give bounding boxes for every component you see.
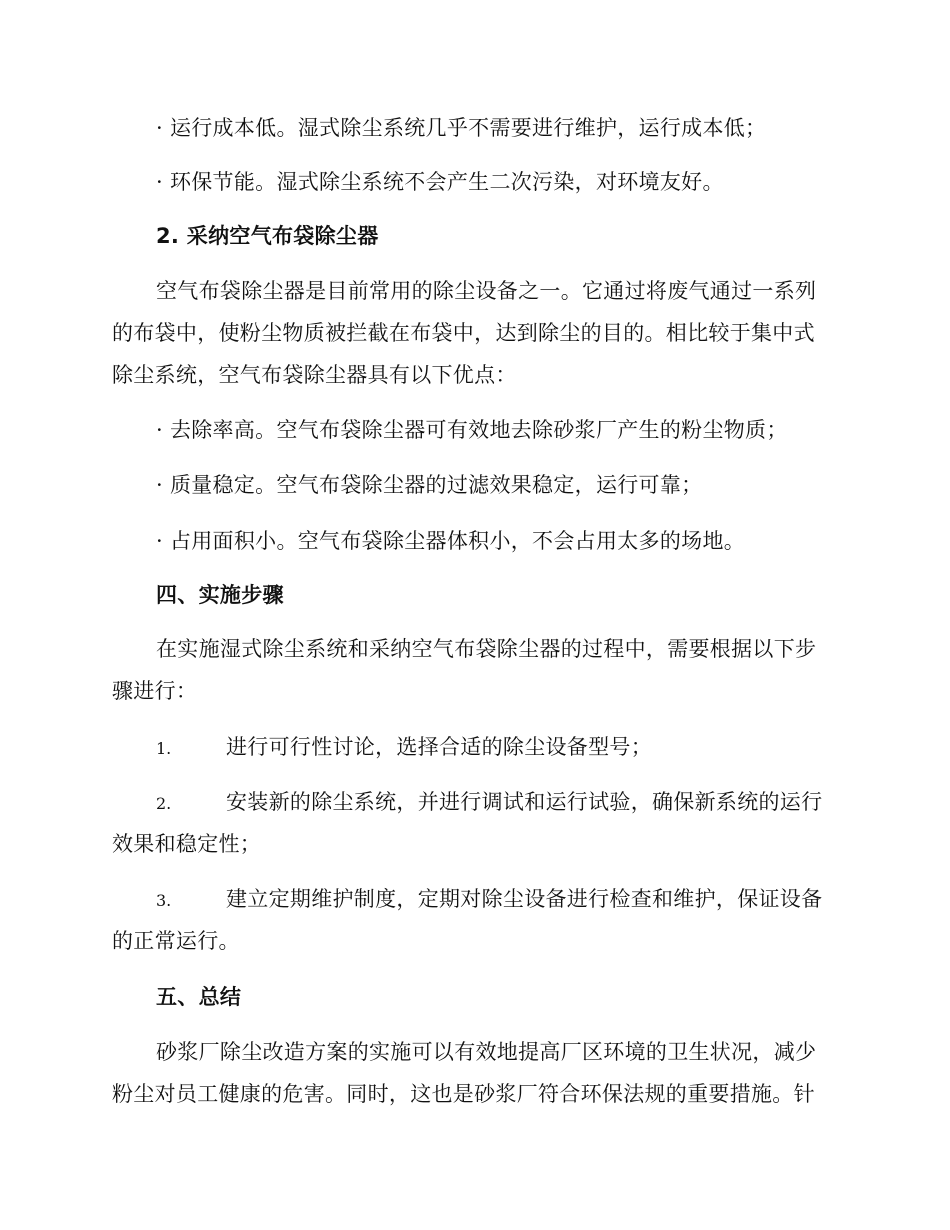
bullet-removal-rate: · 去除率高。空气布袋除尘器可有效地去除砂浆厂产生的粉尘物质； — [156, 418, 788, 442]
step-1-text: 进行可行性讨论，选择合适的除尘设备型号； — [226, 735, 652, 759]
step-3-text-line-1: 建立定期维护制度，定期对除尘设备进行检查和维护，保证设备 — [226, 887, 823, 911]
section2-heading: 2. 采纳空气布袋除尘器 — [156, 224, 379, 248]
section5-para-line-2: 粉尘对员工健康的危害。同时，这也是砂浆厂符合环保法规的重要措施。针 — [112, 1082, 815, 1106]
bullet-footprint: · 占用面积小。空气布袋除尘器体积小，不会占用太多的场地。 — [156, 529, 746, 553]
section2-para-line-2: 的布袋中，使粉尘物质被拦截在布袋中，达到除尘的目的。相比较于集中式 — [112, 321, 815, 345]
step-3-number: 3. — [156, 891, 172, 910]
bullet-eco: · 环保节能。湿式除尘系统不会产生二次污染，对环境友好。 — [156, 170, 724, 194]
step-2-text-line-1: 安装新的除尘系统，并进行调试和运行试验，确保新系统的运行 — [226, 790, 823, 814]
section4-para-line-1: 在实施湿式除尘系统和采纳空气布袋除尘器的过程中，需要根据以下步 — [156, 637, 817, 661]
bullet-low-cost: · 运行成本低。湿式除尘系统几乎不需要进行维护，运行成本低； — [156, 116, 767, 140]
section4-para-line-2: 骤进行： — [112, 679, 198, 703]
section5-heading: 五、总结 — [156, 985, 242, 1009]
step-1-number: 1. — [156, 739, 172, 758]
section4-heading: 四、实施步骤 — [156, 583, 284, 607]
step-2-text-line-2: 效果和稳定性； — [112, 832, 262, 856]
bullet-stability: · 质量稳定。空气布袋除尘器的过滤效果稳定，运行可靠； — [156, 473, 703, 497]
section5-para-line-1: 砂浆厂除尘改造方案的实施可以有效地提高厂区环境的卫生状况，减少 — [156, 1040, 817, 1064]
section2-para-line-1: 空气布袋除尘器是目前常用的除尘设备之一。它通过将废气通过一系列 — [156, 279, 817, 303]
section2-para-line-3: 除尘系统，空气布袋除尘器具有以下优点： — [112, 363, 517, 387]
step-2-number: 2. — [156, 794, 172, 813]
step-3-text-line-2: 的正常运行。 — [112, 929, 240, 953]
